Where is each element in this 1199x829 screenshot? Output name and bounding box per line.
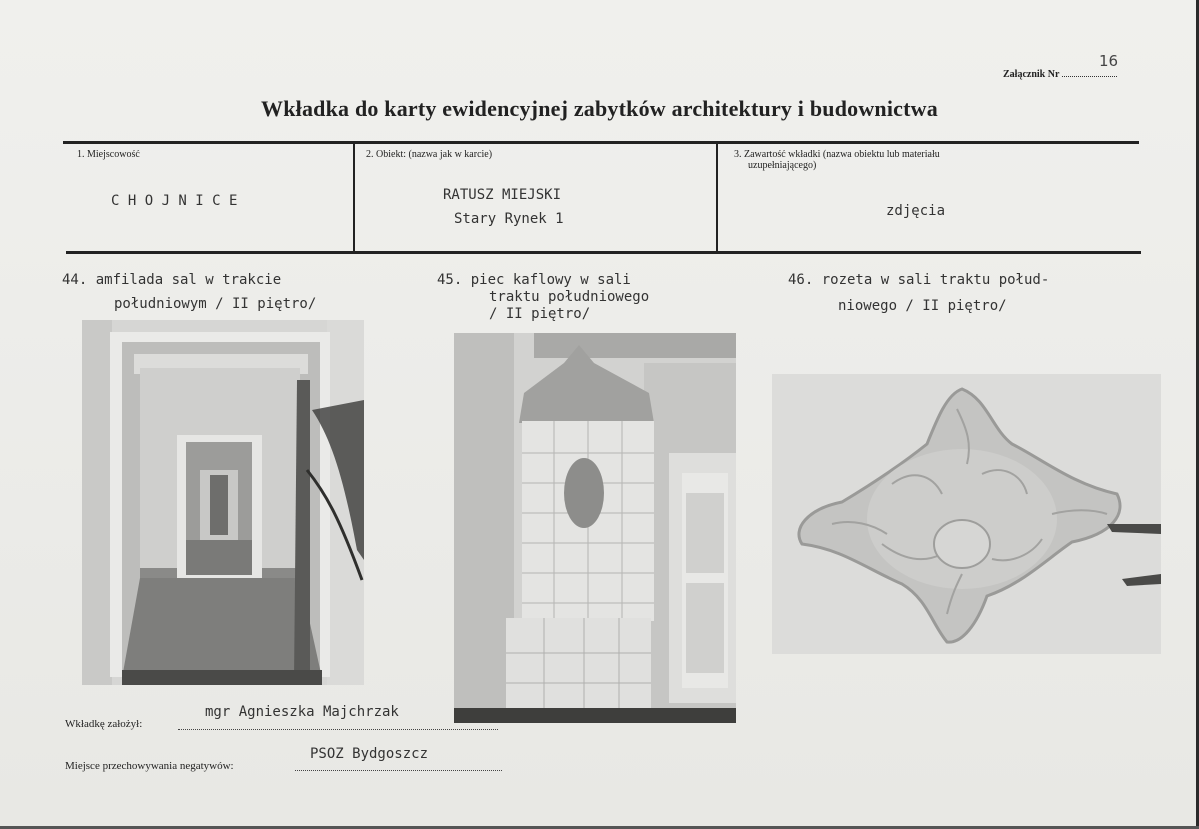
author-dotted-line <box>178 729 498 730</box>
storage-value: PSOZ Bydgoszcz <box>310 746 429 762</box>
object-address: Stary Rynek 1 <box>454 211 564 227</box>
ceiling-rosette-photo <box>772 374 1161 654</box>
photo-caption-45-line3: / II piętro/ <box>489 306 591 322</box>
table-top-rule <box>63 141 1139 144</box>
storage-dotted-line <box>295 770 502 771</box>
object-label: 2. Obiekt: (nazwa jak w karcie) <box>366 149 493 160</box>
photo-caption-45-line1: 45. piec kaflowy w sali <box>437 272 631 288</box>
storage-label: Miejsce przechowywania negatywów: <box>65 760 234 772</box>
doorway-enfilade-photo <box>82 320 364 685</box>
photo-caption-45-line2: traktu południowego <box>489 289 650 305</box>
page-number: 16 <box>1099 52 1119 70</box>
author-label: Wkładkę założył: <box>65 718 143 730</box>
attachment-number-field <box>1003 68 1117 80</box>
object-name: RATUSZ MIEJSKI <box>443 187 562 203</box>
contents-value: zdjęcia <box>886 203 946 219</box>
column-divider-2 <box>716 144 718 252</box>
contents-label <box>734 149 940 171</box>
attachment-dotted-line <box>1062 68 1117 77</box>
tiled-stove-photo <box>454 333 736 723</box>
ceiling-rosette-image <box>772 374 1161 654</box>
table-bottom-rule <box>66 251 1141 254</box>
contents-label-line1: 3. Zawartość wkładki (nazwa obiektu lub materiału <box>734 149 940 160</box>
locality-label: 1. Miejscowość <box>77 149 140 160</box>
photo-caption-44-line2: południowym / II piętro/ <box>114 296 317 312</box>
author-value: mgr Agnieszka Majchrzak <box>205 704 399 720</box>
photo-caption-46-line2: niowego / II piętro/ <box>838 298 1007 314</box>
attachment-label: Załącznik Nr <box>1003 69 1060 80</box>
doorway-enfilade-image <box>82 320 364 685</box>
column-divider-1 <box>353 144 355 252</box>
locality-value: C H O J N I C E <box>111 193 238 209</box>
tiled-stove-image <box>454 333 736 723</box>
photo-caption-44-line1: 44. amfilada sal w trakcie <box>62 272 282 288</box>
page-title: Wkładka do karty ewidencyjnej zabytków architektury i budownictwa <box>261 96 938 121</box>
photo-caption-46-line1: 46. rozeta w sali traktu połud- <box>788 272 1050 288</box>
contents-label-line2: uzupełniającego) <box>748 160 817 171</box>
